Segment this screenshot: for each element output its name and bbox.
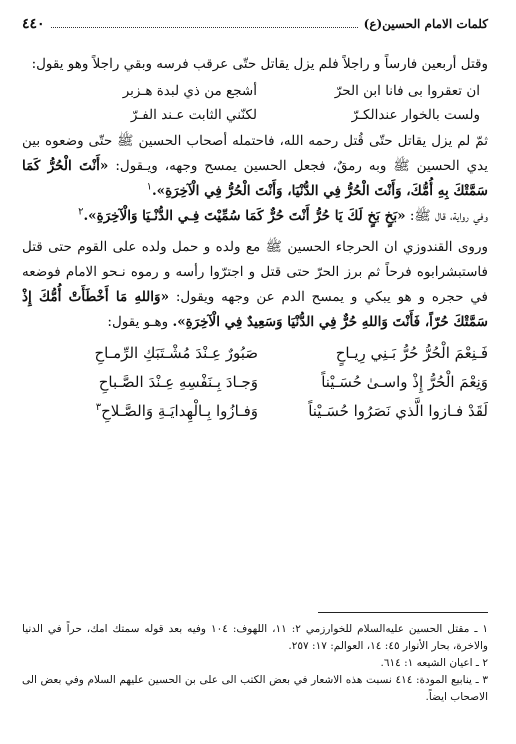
verse-line: لَقَدْ فـازوا الَّذي نَصَرُوا حُسَـيْناً [308,402,488,420]
quote-3: «وَاللهِ مَا أَخْطَأَتْ أُمُّكَ إِذْ سَمَّتْكَ حُرّاً، فَأَنْتَ وَاللهِ حُرٌّ فِي الدُّنْيَا وَسَعِيدٌ فِي الْآخِرَةِ». [22,289,488,330]
poem-2 [52,339,488,426]
verse-line: فَـنِعْمَ الْحُرُّ حُرُّ بَـنِي رِيـاحٍ [335,344,488,362]
verse-line: وَنِعْمَ الْحُرُّ إِذْ واسـىٰ حُسَـيْناً [321,373,488,391]
running-header [22,14,488,34]
paragraph-3 [22,204,488,229]
paragraph-4-text: وروى القندوزي ان الحرجاء الحسين ﷺ مع ولده و حمل ولده على القوم حتى قتل فاستبشرابوه فرحاً ثم برز الحرّ حتى قتل و اجترّوا رأسه و رموه نـحو الامام فوضعه في حجره و هو يبكي و يمسح الدم عن وجهه ويقول: [22,239,489,305]
verse-line: وَجـادَ بِـنَفْسِهِ عِـنْدَ الصَّـباحِ [98,373,258,391]
main-text [22,52,488,430]
running-title: كلمات الامام الحسين(ع) [363,17,488,31]
verse-line-last [52,397,258,426]
footnote-ref: ٣ [95,402,102,413]
footnotes [22,621,488,706]
footnote: ٢ ـ اعيان الشيعه ١: ٦١٤. [380,657,488,669]
footnote: ١ ـ مقتل الحسين عليه‌السلام للخوارزمي ٢: ١١، اللهوف: ١٠٤ وفيه بعد قوله سمتك امك، حراً في الدنيا والاخرة، بحار الأنوار ٤٥: ١٤، العوالم: ١٧: ٢٥٧. [22,623,489,652]
verse-line: لكنّني الثابت عـند الفـرّ [130,107,257,123]
paragraph-3-text: وفي رواية، قال ﷺ: [409,208,488,224]
verse-line: ان تعقروا بى فانا ابن الحرّ [334,83,480,99]
footnote-divider [318,612,488,613]
paragraph-1: وقتل أربعين فارساً و راجلاً فلم يزل يقاتل حتّى عرقب فرسه وبقي راجلاً وهو يقول: [31,56,488,72]
verse-line: أشجع من ذي لبدة هـزبر [122,83,257,99]
poem-1 [58,79,480,127]
paragraph-2-text: ثمّ لم يزل يقاتل حتّى قُتل رحمه الله، فاحتمله أصحاب الحسين ﷺ حتّى وضعوه بين يدي الحسين ﷺ وبه رمقٌ، فجعل الحسين يمسح وجهه، ويـقول: [22,133,488,174]
page-number: ٤٤٠ [22,16,45,32]
header-dotted-leader [51,26,358,28]
paragraph-2 [22,129,488,204]
verse-line: ولست بالخوار عندالكـرّ [351,107,480,123]
verse-line: وَفـازُوا بِـالْهِدايَـةِ وَالصَّـلاحِ [101,402,258,420]
footnote: ٣ ـ ينابيع المودة: ٤١٤ نسبت هذه الاشعار في بعض الكتب الى على بن الحسين عليهم السلام وفي بعض الى الاصحاب ايضاً. [22,674,488,703]
footnote-ref: ٢ [78,206,84,218]
footnote-ref: ١ [146,181,152,193]
quote-1: «أَنْتَ الْحُرُّ كَمَا سَمَّتْكَ بِهِ أُمُّكَ، وَأَنْتَ الْحُرُّ فِي الدُّنْيَا، وَأَنْتَ الْحُرُّ فِي الْآخِرَةِ». [22,158,488,199]
quote-2: «بَخٍ بَخٍ لَكَ يَا حُرُّ أَنْتَ حُرٌّ كَمَا سُمِّيْتَ فِـي الدُّنْـيَا وَالْآخِرَةِ». [83,208,406,224]
paragraph-4 [22,235,488,335]
paragraph-4-tail: وهـو يقول: [107,314,169,330]
verse-line: صَبُورٌ عِـنْدَ مُشْـتَبَكِ الرِّمـاحِ [94,344,258,362]
